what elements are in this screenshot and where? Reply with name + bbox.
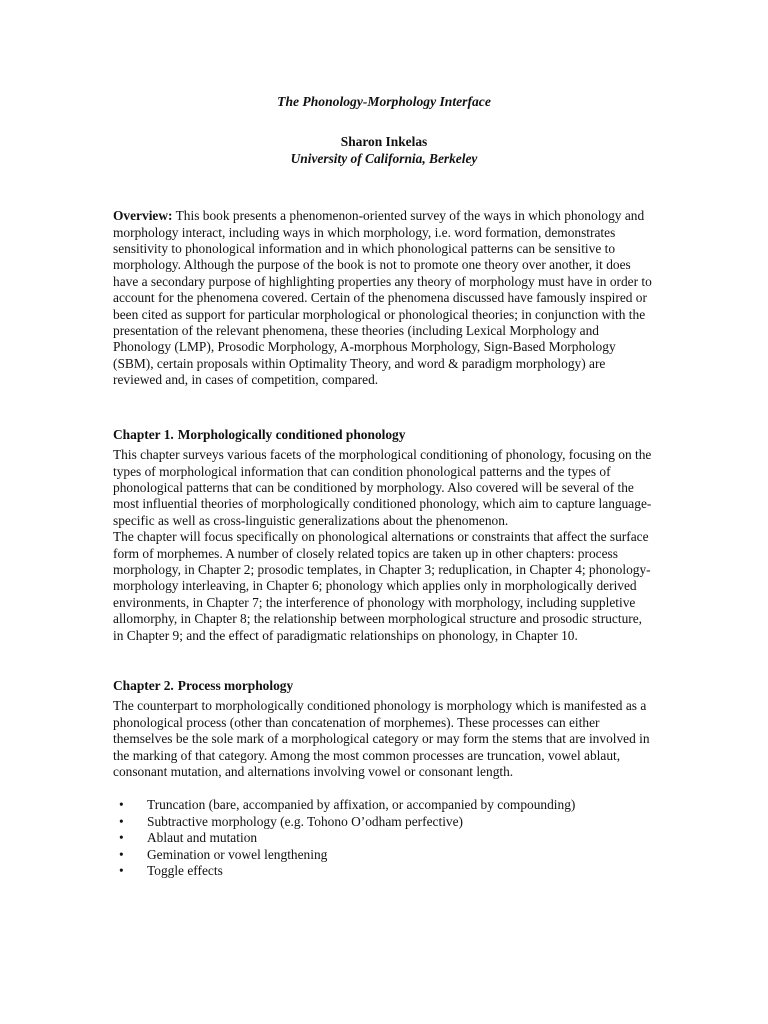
bullet-icon: •	[119, 813, 124, 829]
chapter-2-title: Process morphology	[177, 677, 294, 693]
chapter-1-paragraph-2: The chapter will focus specifically on phonological alternations or constraints that affect the surface form of morphemes. A number of closely related topics are taken up in other chapters: process morphology, in Chapter 2; prosodic templates, in Chapter 3; reduplication, in Chapter 4; phonology-morphology interleaving, in Chapter 6; phonology which applies only in morphologically derived environments, in Chapter 7; the interference of phonology with morphology, including suppletive allomorphy, in Chapter 8; the relationship between morphological structure and prosodic structure, in Chapter 9; and the effect of paradigmatic relationships on phonology, in Chapter 10.	[113, 529, 651, 643]
chapter-2-number: Chapter 2.	[113, 677, 174, 693]
bullet-icon: •	[119, 797, 124, 813]
list-item	[113, 830, 655, 846]
author-name: Sharon Inkelas	[340, 134, 428, 150]
list-item	[113, 847, 655, 863]
chapter-1-paragraph-1: This chapter surveys various facets of the morphological conditioning of phonology, focusing on the types of morphological information that can condition phonological patterns and the types of phonological patterns that can be conditioned by morphology. Also covered will be several of the most influential theories of morphologically conditioned phonology, which aim to capture language-specific as well as cross-linguistic generalizations about the phenomenon.	[113, 447, 652, 528]
list-item-text: Truncation (bare, accompanied by affixation, or accompanied by compounding)	[147, 797, 576, 813]
document-page	[113, 94, 655, 879]
chapter-1-number: Chapter 1.	[113, 426, 174, 442]
list-item	[113, 814, 655, 830]
title-block	[113, 94, 655, 167]
chapter-2-paragraph-1: The counterpart to morphologically conditioned phonology is morphology which is manifested as a phonological process (other than concatenation of morphemes). These processes can either themselves be the sole mark of a morphological category or may form the stems that are involved in the marking of that category. Among the most common processes are truncation, vowel ablaut, consonant mutation, and alternations involving vowel or consonant length.	[113, 698, 650, 779]
chapter-2-heading	[113, 678, 655, 694]
overview-text: This book presents a phenomenon-oriented survey of the ways in which phonology and morphology interact, including ways in which morphology, i.e. word formation, demonstrates sensitivity to phonological information and in which phonological patterns can be sensitive to morphology. Although the purpose of the book is not to promote one theory over another, it does have a secondary purpose of highlighting properties any theory of morphology must have in order to account for the phenomena covered. Certain of the phenomena discussed have famously inspired or been cited as support for particular morphological or phonological theories; in conjunction with the presentation of the relevant phenomena, these theories (including Lexical Morphology and Phonology (LMP), Prosodic Morphology, A-morphous Morphology, Sign-Based Morphology (SBM), certain proposals within Optimality Theory, and word & paradigm morphology) are reviewed and, in cases of competition, compared.	[113, 208, 652, 388]
list-item-text: Ablaut and mutation	[147, 830, 258, 846]
author-affiliation: University of California, Berkeley	[290, 150, 478, 166]
bullet-icon: •	[119, 863, 124, 879]
overview-section	[113, 208, 655, 388]
list-item-text: Subtractive morphology (e.g. Tohono O’odham perfective)	[147, 813, 464, 829]
process-list	[113, 797, 655, 879]
list-item-text: Gemination or vowel lengthening	[147, 846, 328, 862]
chapter-1-heading	[113, 427, 655, 443]
bullet-icon: •	[119, 846, 124, 862]
list-item	[113, 797, 655, 813]
list-item	[113, 863, 655, 879]
list-item-text: Toggle effects	[147, 863, 223, 879]
document-title: The Phonology-Morphology Interface	[277, 94, 491, 109]
bullet-icon: •	[119, 830, 124, 846]
chapter-1-title: Morphologically conditioned phonology	[177, 426, 406, 442]
overview-label: Overview:	[113, 208, 173, 224]
